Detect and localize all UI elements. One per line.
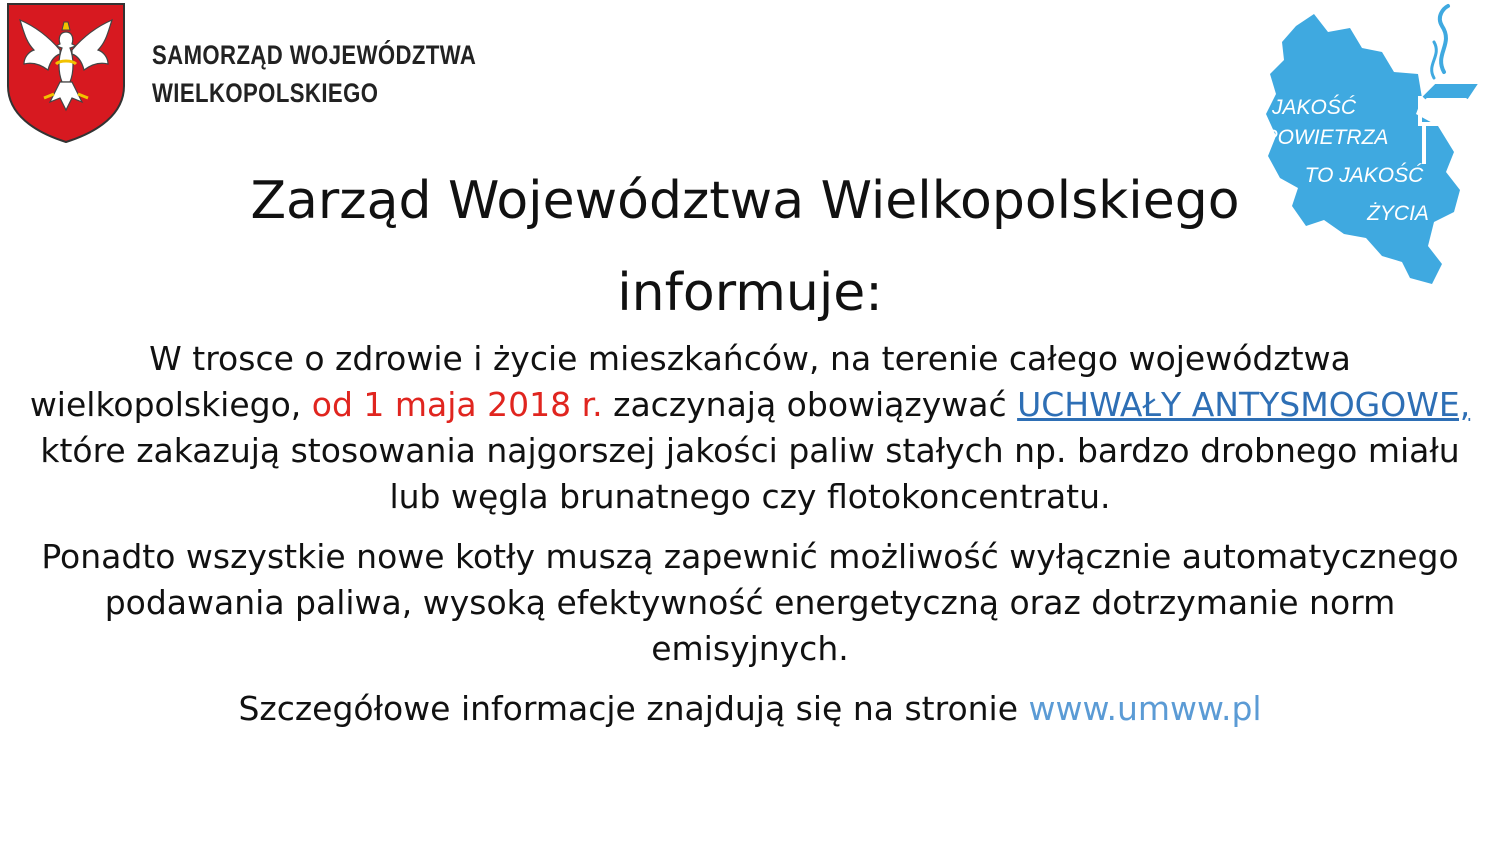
effective-date: od 1 maja 2018 r. (311, 385, 603, 424)
org-name-line1: SAMORZĄD WOJEWÓDZTWA (152, 40, 477, 70)
title-line2: informuje: (617, 263, 883, 323)
title-line1: Zarząd Województwa Wielkopolskiego (250, 171, 1240, 231)
air-logo-line4: ŻYCIA (1367, 202, 1429, 225)
organization-name (152, 36, 476, 112)
air-logo-line2: POWIETRZA (1263, 126, 1389, 149)
paragraph1-text-c: które zakazują stosowania najgorszej jakości paliw stałych np. bardzo drobnego miału lub węgla brunatnego czy flotokoncentratu. (40, 431, 1460, 516)
paragraph1-text-b: zaczynają obowiązywać (602, 385, 1018, 424)
paragraph-boilers: Ponadto wszystkie nowe kotły muszą zapewnić możliwość wyłącznie automatycznego podawania paliwa, wysoką efektywność energetyczną oraz dotrzymanie norm emisyjnych. (41, 537, 1459, 668)
anti-smog-resolutions-link[interactable]: UCHWAŁY ANTYSMOGOWE, (1017, 385, 1471, 424)
website-link[interactable]: www.umww.pl (1028, 689, 1262, 728)
page-title (0, 155, 1500, 339)
paragraph-regulations (20, 336, 1480, 520)
org-name-line2: WIELKOPOLSKIEGO (152, 78, 379, 108)
air-logo-line1: JAKOŚĆ (1271, 96, 1357, 119)
eagle-crest-icon (4, 2, 128, 144)
paragraph1-text-a: W trosce o zdrowie i życie mieszkańców, na terenie całego województwa wielkopolskiego, (29, 339, 1351, 424)
announcement-body (20, 336, 1480, 746)
paragraph-more-info (20, 686, 1480, 732)
air-logo-line3: TO JAKOŚĆ (1304, 164, 1424, 187)
header-logo (0, 0, 480, 150)
paragraph3-text: Szczegółowe informacje znajdują się na stronie (238, 689, 1029, 728)
